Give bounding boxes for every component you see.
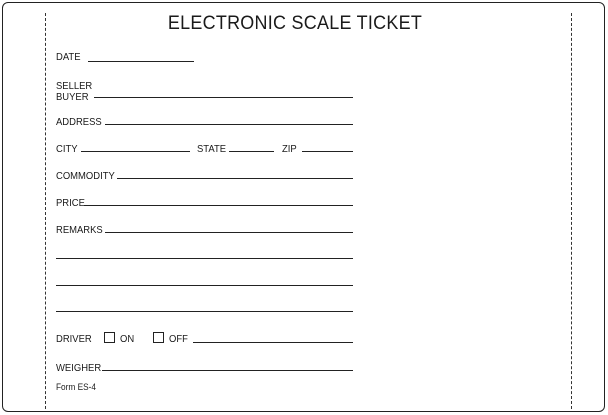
driver-off-label: OFF — [169, 333, 188, 345]
date-field[interactable] — [88, 61, 194, 62]
scale-ticket — [2, 2, 605, 412]
driver-on-checkbox[interactable] — [104, 332, 115, 343]
city-field[interactable] — [81, 151, 190, 152]
seller-buyer-field[interactable] — [94, 97, 353, 98]
right-perforation — [571, 13, 572, 409]
seller-label: SELLER — [56, 80, 93, 92]
city-label: CITY — [56, 143, 78, 155]
zip-label: ZIP — [282, 143, 297, 155]
price-label: PRICE — [56, 197, 85, 209]
left-perforation — [45, 13, 46, 409]
weigher-field[interactable] — [102, 370, 353, 371]
remarks-line-3[interactable] — [56, 285, 353, 286]
remarks-line-4[interactable] — [56, 311, 353, 312]
commodity-label: COMMODITY — [56, 170, 115, 182]
form-number: Form ES-4 — [56, 382, 97, 392]
remarks-line-2[interactable] — [56, 258, 353, 259]
date-label: DATE — [56, 51, 81, 63]
address-label: ADDRESS — [56, 116, 102, 128]
state-field[interactable] — [229, 151, 274, 152]
buyer-label: BUYER — [56, 91, 89, 103]
driver-on-label: ON — [120, 333, 135, 345]
zip-field[interactable] — [302, 151, 353, 152]
state-label: STATE — [197, 143, 227, 155]
ticket-title: ELECTRONIC SCALE TICKET — [167, 12, 423, 34]
address-field[interactable] — [105, 124, 353, 125]
remarks-label: REMARKS — [56, 224, 103, 236]
driver-off-checkbox[interactable] — [153, 332, 164, 343]
remarks-field[interactable] — [105, 232, 353, 233]
driver-label: DRIVER — [56, 333, 92, 345]
price-field[interactable] — [84, 205, 353, 206]
driver-field[interactable] — [193, 342, 353, 343]
commodity-field[interactable] — [117, 178, 353, 179]
weigher-label: WEIGHER — [56, 362, 102, 374]
